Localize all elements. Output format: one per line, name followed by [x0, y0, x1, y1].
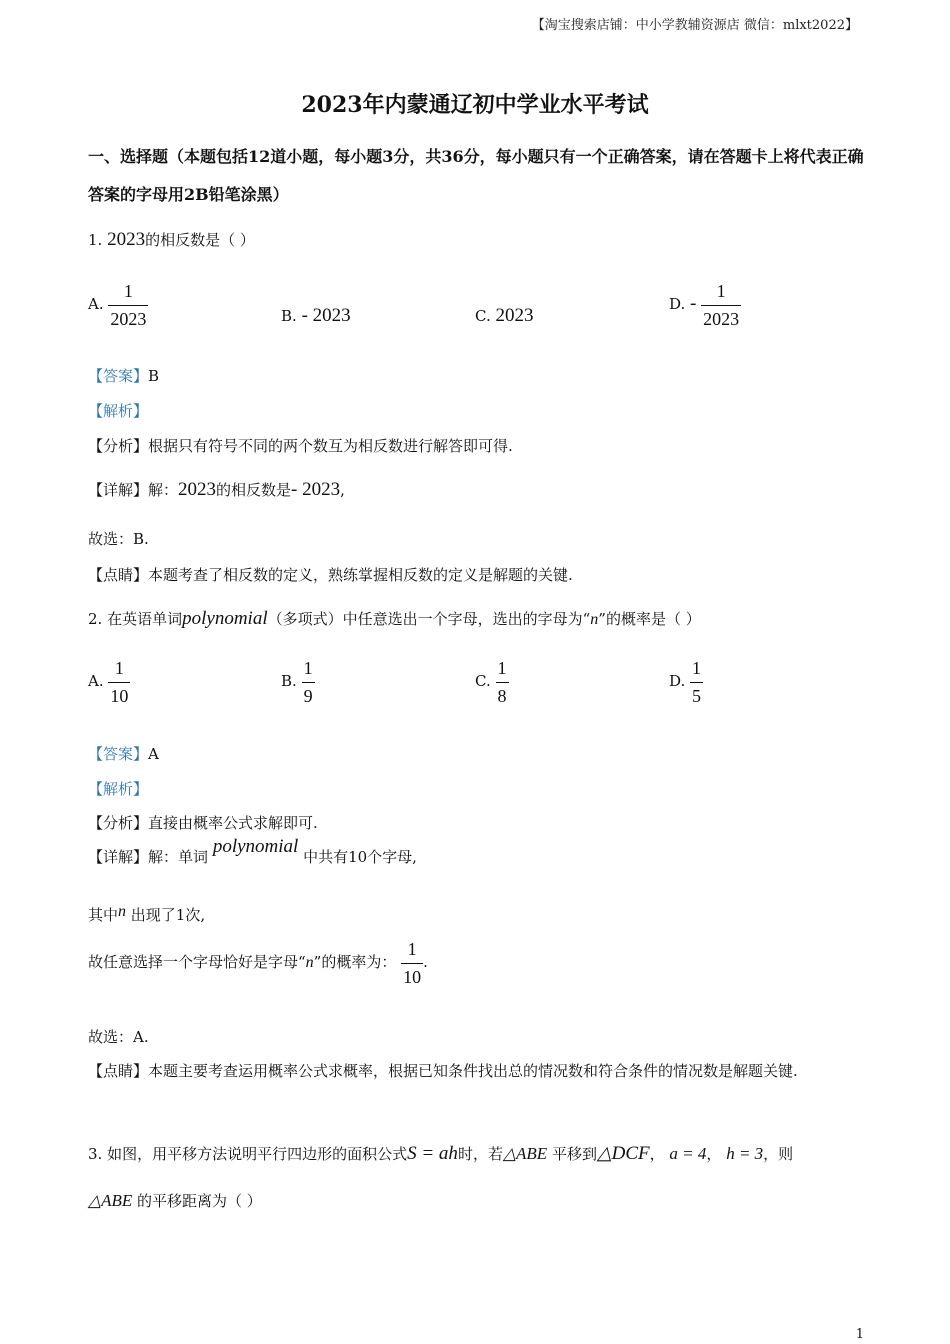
q2-detail-line2: 其中n 出现了1次,: [88, 903, 206, 924]
q1-dianjing: 【点睛】本题考查了相反数的定义，熟练掌握相反数的定义是解题的关键.: [88, 566, 573, 584]
q2-dianjing: 【点睛】本题主要考查运用概率公式求概率，根据已知条件找出总的情况数和符合条件的情况数是解题关键.: [88, 1062, 798, 1080]
page-title: 2023年内蒙通辽初中学业水平考试: [301, 92, 649, 118]
q2-detail-line3: 故任意选择一个字母恰好是字母“n”的概率为： $\frac{1}{10}$ .: [88, 939, 428, 987]
header-note: 【淘宝搜索店铺：中小学教辅资源店 微信：mlxt2022】: [531, 18, 858, 33]
q3-stem-line2: △ABE 的平移距离为（ ）: [88, 1191, 262, 1210]
q1-detail: 【详解】解：2023的相反数是- 2023,: [88, 479, 345, 500]
q2-choice: 故选：A.: [88, 1028, 149, 1046]
q2-option-d: D. $\frac{1}{5}$: [669, 658, 702, 706]
q2-option-c: C. $\frac{1}{8}$: [475, 658, 507, 706]
q1-option-d: D. - $\frac{1}{2023}$: [669, 281, 740, 329]
q2-fenxi: 【分析】直接由概率公式求解即可.: [88, 814, 318, 832]
section-heading: 一、选择题（本题包括12道小题，每小题3分，共36分，每小题只有一个正确答案，请在答题卡上将代表正确答案的字母用2B铅笔涂黑）: [88, 147, 864, 204]
q1-stem: 1. 2023的相反数是（ ）: [88, 229, 255, 250]
q1-analysis-tag: 【解析】: [88, 402, 149, 420]
q2-analysis-tag: 【解析】: [88, 780, 149, 798]
q2-option-b: B. $\frac{1}{9}$: [281, 658, 313, 706]
q1-option-c: C. 2023: [475, 305, 534, 326]
q1-fenxi: 【分析】根据只有符号不同的两个数互为相反数进行解答即可得.: [88, 437, 513, 455]
q2-detail: 【详解】解：单词 polynomial 中共有10个字母,: [88, 836, 417, 866]
q2-answer: 【答案】A: [88, 745, 159, 763]
q2-stem: 2. 在英语单词polynomial（多项式）中任意选出一个字母，选出的字母为“n”的概率是（ ）: [88, 608, 701, 629]
q1-answer: 【答案】B: [88, 367, 160, 385]
page-number: 1: [855, 1327, 864, 1342]
q2-option-a: A. $\frac{1}{10}$: [88, 658, 129, 706]
q1-option-a: A. $\frac{1}{2023}$: [88, 281, 147, 329]
q1-choice: 故选：B.: [88, 530, 149, 548]
q3-stem: 3. 如图，用平移方法说明平行四边形的面积公式S = ah时，若△ABE 平移到△DCF， a = 4， h = 3，则: [88, 1143, 794, 1164]
q1-option-b: B. - 2023: [281, 305, 351, 326]
